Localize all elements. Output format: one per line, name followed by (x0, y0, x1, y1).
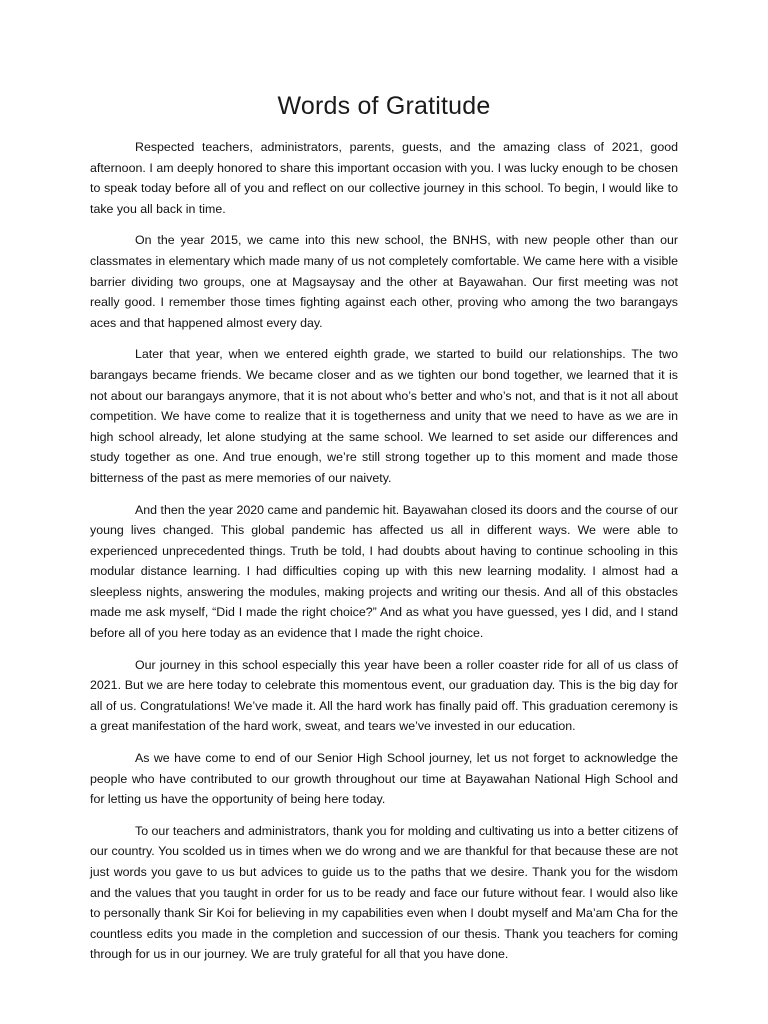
paragraph-teachers: To our teachers and administrators, thank you for molding and cultivating us into a better citizens of our country. You scolded us in times when we do wrong and we are thankful for that because these are not just words you gave to us but advices to guide us to the paths that we desire. Thank you for the wisdom and the values that you taught in order for us to be ready and face our future without fear. I would also like to personally thank Sir Koi for believing in my capabilities even when I doubt myself and Ma’am Cha for the countless edits you made in the completion and succession of our thesis. Thank you teachers for coming through for us in our journey. We are truly grateful for all that you have done. (90, 823, 678, 962)
paragraph-2015: On the year 2015, we came into this new school, the BNHS, with new people other than our classmates in elementary which made many of us not completely comfortable. We came here with a visible barrier dividing two groups, one at Magsaysay and the other at Bayawahan. Our first meeting was not really good. I remember those times fighting against each other, proving who among the two barangays aces and that happened almost every day. (90, 233, 678, 330)
paragraph-pandemic: And then the year 2020 came and pandemic hit. Bayawahan closed its doors and the course of our young lives changed. This global pandemic has affected us all in different ways. We were able to experienced unprecedented things. Truth be told, I had doubts about having to continue schooling in this modular distance learning. I had difficulties coping up with this new learning modality. I almost had a sleepless nights, answering the modules, making projects and writing our thesis. And all of this obstacles made me ask myself, “Did I made the right choice?” And as what you have guessed, yes I did, and I stand before all of you here today as an evidence that I made the right choice. (90, 502, 678, 641)
document-title: Words of Gratitude (277, 92, 491, 120)
paragraph-greeting: Respected teachers, administrators, parents, guests, and the amazing class of 2021, good afternoon. I am deeply honored to share this important occasion with you. I was lucky enough to be chosen to speak today before all of you and reflect on our collective journey in this school. To begin, I would like to take you all back in time. (90, 140, 678, 216)
paragraph-acknowledge: As we have come to end of our Senior High School journey, let us not forget to acknowledge the people who have contributed to our growth throughout our time at Bayawahan National High School and for letting us have the opportunity of being here today. (90, 751, 678, 807)
paragraph-journey: Our journey in this school especially this year have been a roller coaster ride for all of us class of 2021. But we are here today to celebrate this momentous event, our graduation day. This is the big day for all of us. Congratulations! We’ve made it. All the hard work has finally paid off. This graduation ceremony is a great manifestation of the hard work, sweat, and tears we’ve invested in our education. (90, 657, 678, 734)
document-page (90, 92, 678, 976)
paragraph-eighth-grade: Later that year, when we entered eighth grade, we started to build our relationships. The two barangays became friends. We became closer and as we tighten our bond together, we learned that it is not about our barangays anymore, that it is not about who’s better and who’s not, and that is it not all about competition. We have come to realize that it is togetherness and unity that we need to have as we are in high school already, let alone studying at the same school. We learned to set aside our differences and study together as one. And true enough, we’re still strong together up to this moment and made those bitterness of the past as mere memories of our naivety. (90, 347, 678, 485)
